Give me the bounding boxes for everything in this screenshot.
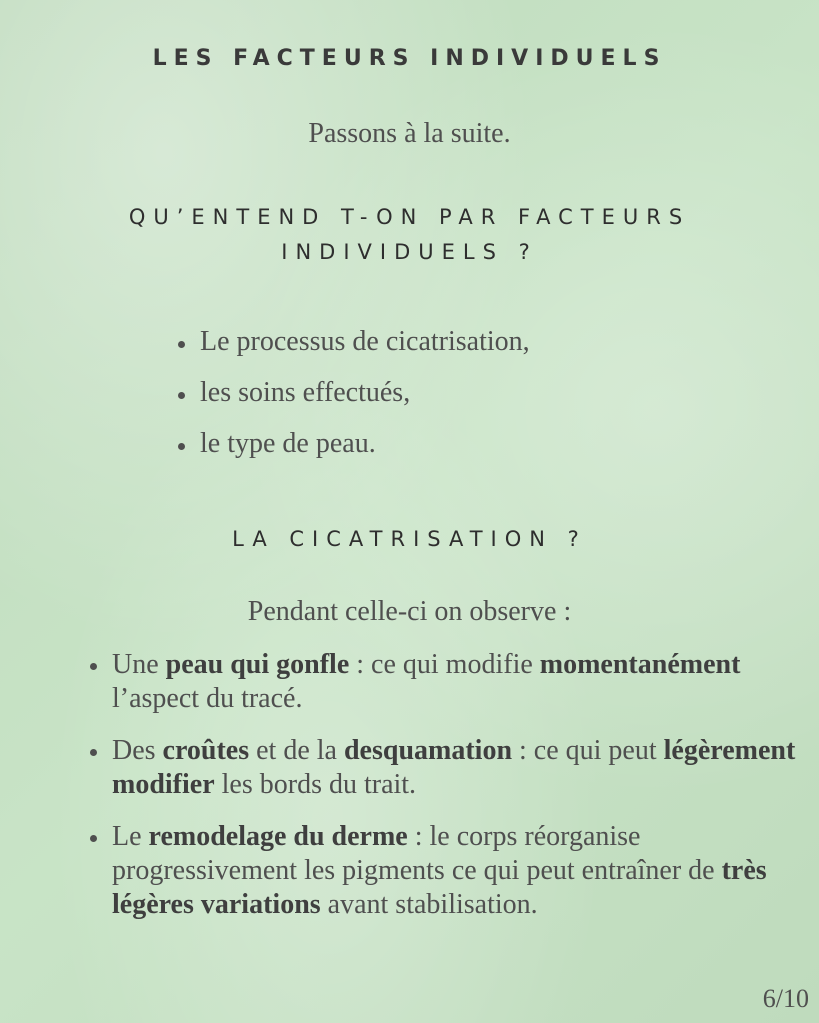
text-segment: l’aspect du tracé. <box>112 683 303 714</box>
text-segment: Le <box>112 821 149 852</box>
bold-segment: momentanément <box>539 649 741 680</box>
list-item: Le processus de cicatrisation, <box>176 322 530 373</box>
list-item <box>88 734 803 802</box>
bold-segment: croûtes <box>162 735 250 766</box>
section-heading-facteurs <box>0 200 819 270</box>
observations-list <box>88 648 803 940</box>
text-segment: Des <box>112 735 163 766</box>
text-segment: : ce qui modifie <box>349 649 540 680</box>
bold-segment: remodelage du derme <box>148 821 408 852</box>
observe-intro-text: Pendant celle-ci on observe : <box>247 596 572 627</box>
section-heading-line-2: INDIVIDUELS ? <box>281 240 538 264</box>
page-title: LES FACTEURS INDIVIDUELS <box>152 46 667 71</box>
list-item: les soins effectués, <box>176 373 530 424</box>
section-heading-line-1: QU’ENTEND T-ON PAR FACTEURS <box>128 205 691 229</box>
list-item <box>88 648 803 716</box>
list-item <box>88 820 803 922</box>
bold-segment: légèrement modifier <box>112 735 796 800</box>
text-segment: les bords du trait. <box>214 769 417 800</box>
text-segment: avant stabilisation. <box>320 889 538 920</box>
text-segment: : ce qui peut <box>512 735 664 766</box>
intro-text: Passons à la suite. <box>308 118 511 149</box>
list-item: le type de peau. <box>176 424 530 475</box>
text-segment: et de la <box>249 735 344 766</box>
page-number: 6/10 <box>762 984 809 1013</box>
factors-list <box>176 322 530 475</box>
bold-segment: desquamation <box>343 735 513 766</box>
section-heading-cicatrisation: LA CICATRISATION ? <box>232 527 587 551</box>
text-segment: : le corps réorganise progressivement les pigments ce qui peut entraîner de <box>112 821 722 886</box>
text-segment: Une <box>112 649 166 680</box>
bold-segment: peau qui gonfle <box>165 649 350 680</box>
bold-segment: très légères variations <box>112 855 767 920</box>
